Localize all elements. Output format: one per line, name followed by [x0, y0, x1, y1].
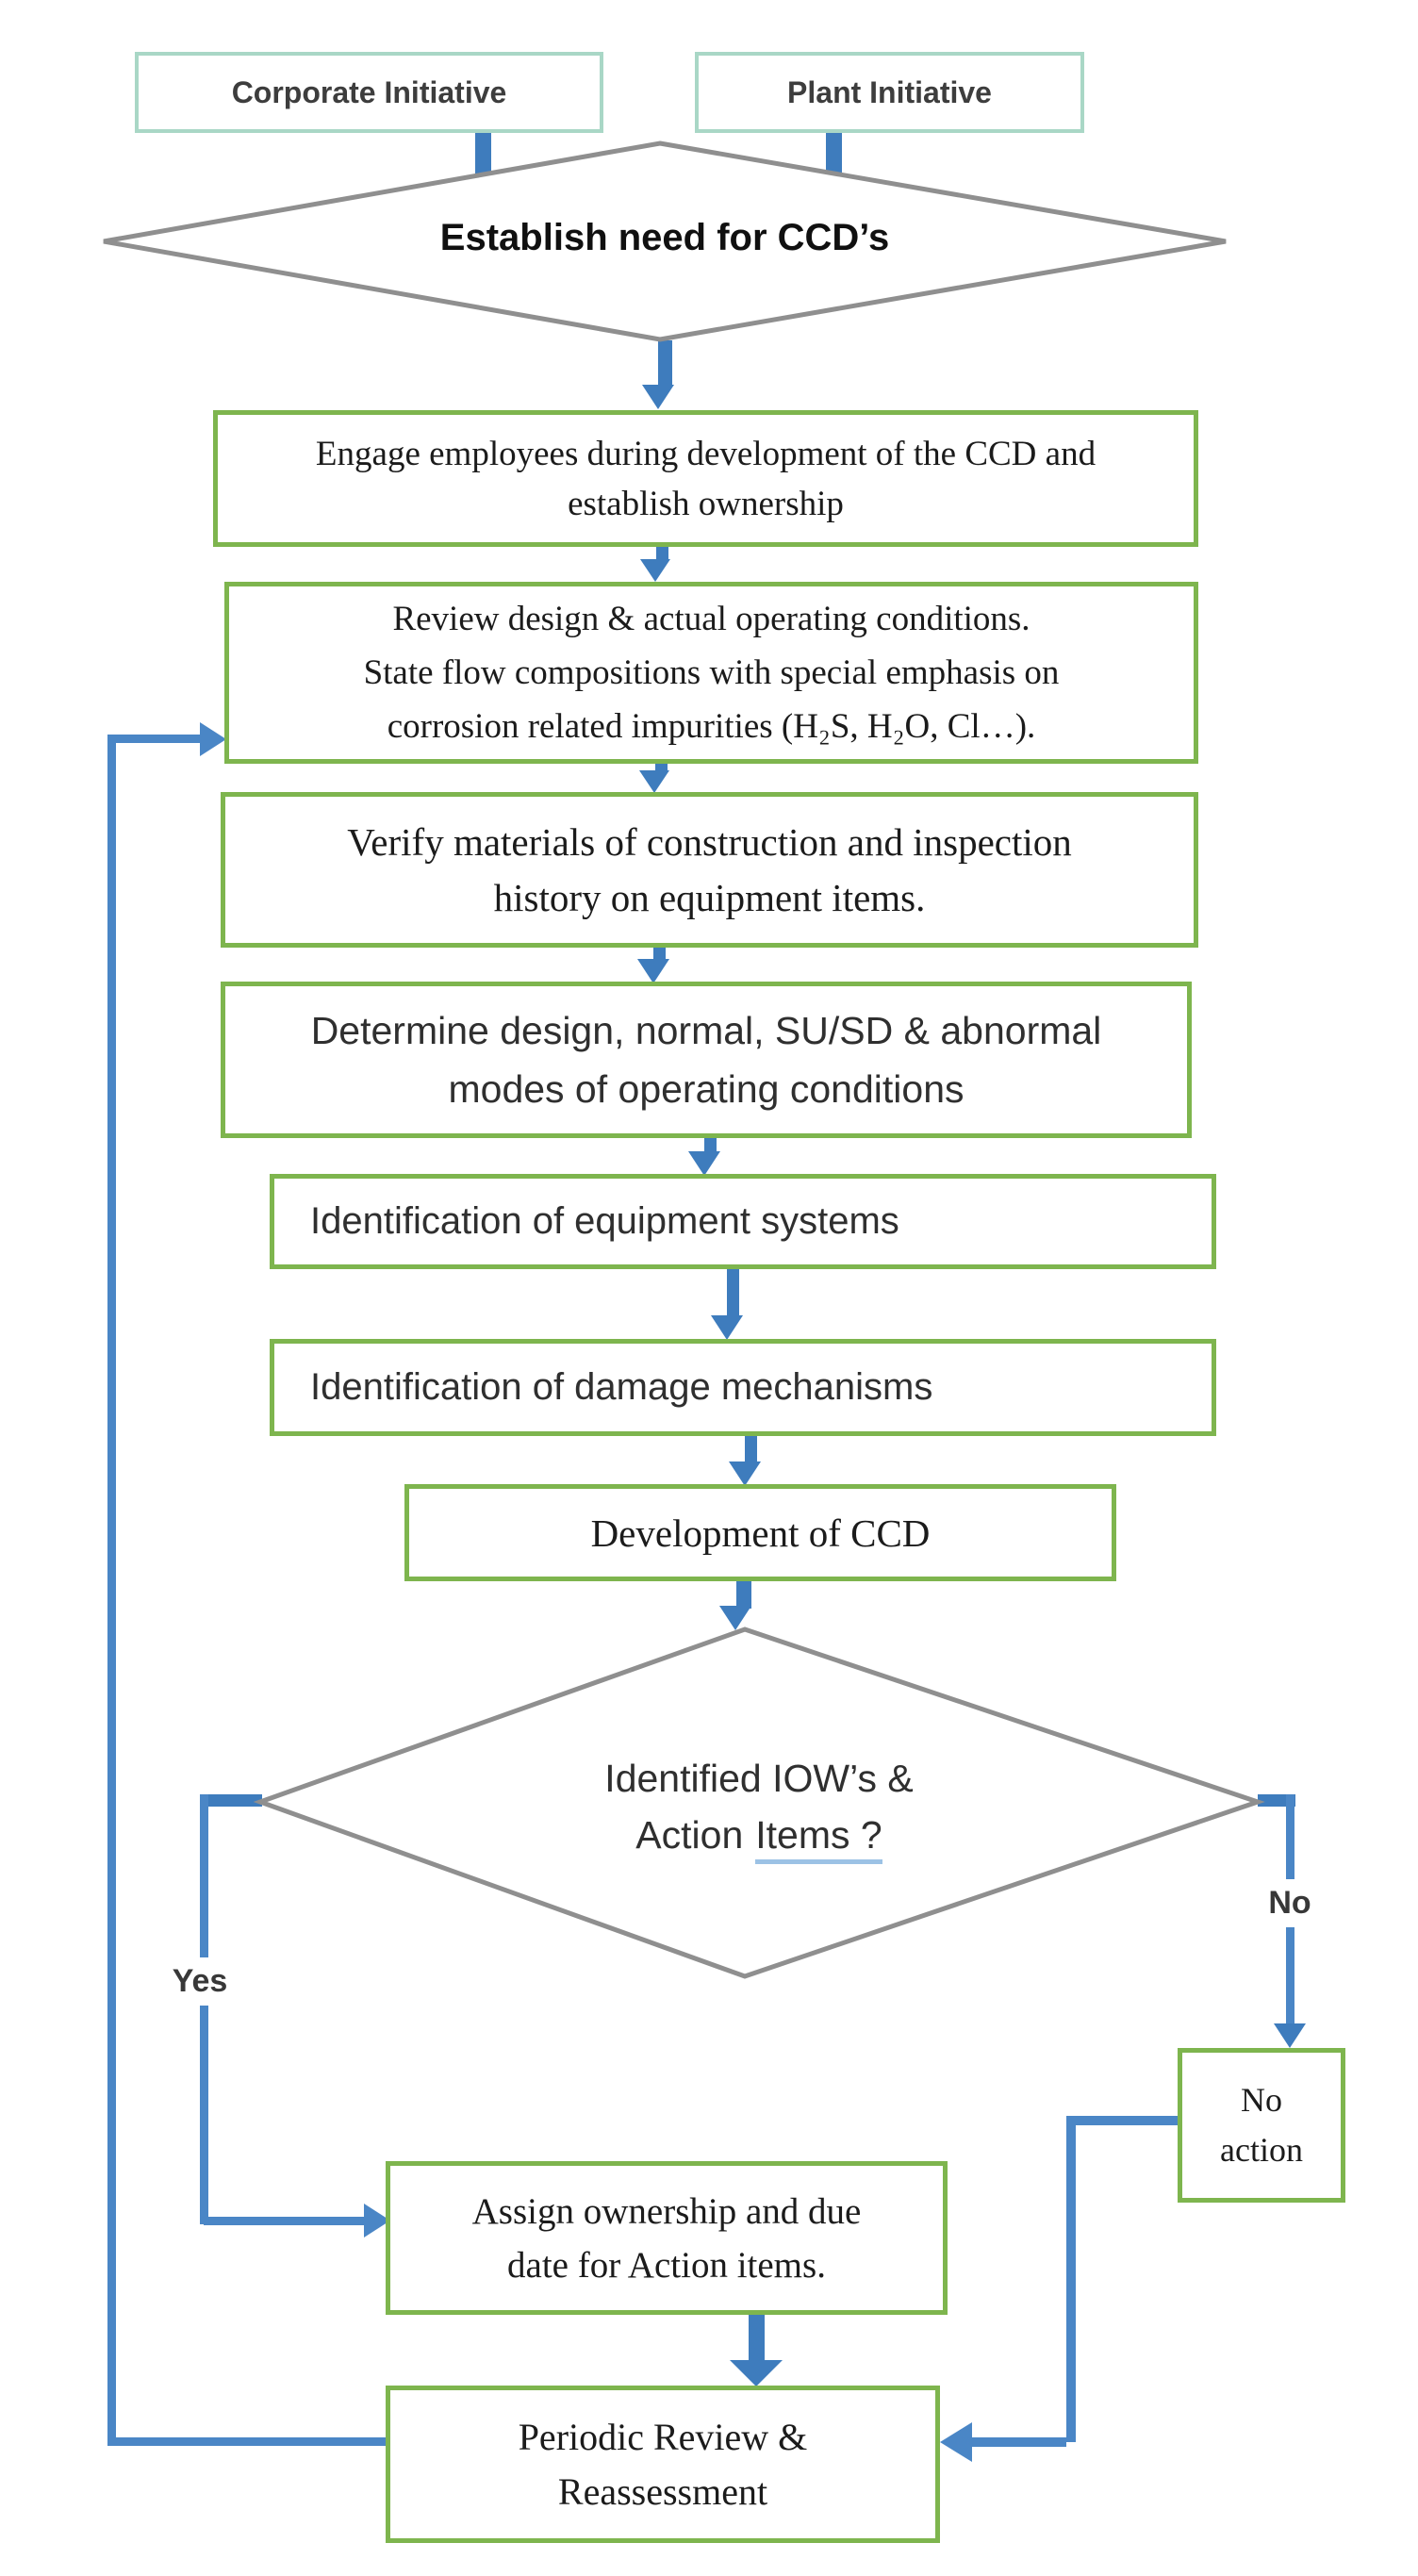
feedback-arrowhead-icon [200, 722, 226, 756]
node-label: Plant Initiative [787, 74, 992, 109]
no-arrowhead-icon [1274, 2023, 1306, 2048]
node-label: Development of CCD [590, 1511, 931, 1555]
node-label: Corporate Initiative [231, 74, 507, 109]
decision-establish-need-label: Establish need for CCD’s [439, 217, 890, 258]
no-action-arrowhead-icon [940, 2422, 972, 2462]
node-assign-ownership [386, 2161, 948, 2315]
node-label-line: No [1241, 2081, 1282, 2119]
node-label-line: State flow compositions with special emphasis on [363, 653, 1060, 692]
node-development-of-ccd [404, 1484, 1116, 1581]
node-label-line: corrosion related impurities (H₂S, H₂O, Cl…). [387, 707, 1036, 746]
node-no-action [1178, 2048, 1345, 2203]
node-label-line: Periodic Review & [518, 2415, 808, 2458]
no-action-line-horizontal [1066, 2116, 1178, 2125]
arrow-shaft [749, 2315, 765, 2363]
node-review-design [224, 582, 1198, 764]
arrow-down-icon [688, 1151, 720, 1176]
decision-identified-iows-label [251, 1750, 1267, 1863]
arrow-down-icon [637, 959, 669, 983]
node-label: Identification of equipment systems [310, 1200, 899, 1242]
node-label-line: action [1220, 2131, 1303, 2169]
no-action-line-to-periodic [971, 2437, 1066, 2447]
decision-label-line2-plain: Action [635, 1813, 744, 1857]
arrow-down-icon [640, 559, 670, 582]
node-label: Identification of damage mechanisms [310, 1366, 933, 1408]
node-label-line: date for Action items. [507, 2244, 826, 2286]
yes-branch-line-horizontal [204, 2217, 368, 2225]
decision-label-line2-underlined: Items ? [755, 1813, 882, 1864]
node-label-line: Review design & actual operating conditions. [392, 600, 1031, 638]
no-action-line-vertical [1066, 2116, 1076, 2442]
node-label-line: Assign ownership and due [471, 2190, 862, 2232]
node-label-line: Verify materials of construction and inspection [347, 819, 1072, 864]
node-corporate-initiative [135, 52, 603, 133]
no-edge-label: No [1248, 1879, 1331, 1927]
node-label-line: history on equipment items. [493, 875, 926, 919]
node-identify-equipment-systems [270, 1174, 1216, 1269]
arrow-shaft [727, 1269, 739, 1318]
decision-label-line2 [251, 1807, 1267, 1863]
arrow-down-icon [639, 770, 669, 793]
node-periodic-review [386, 2386, 940, 2543]
arrow-down-icon [730, 2360, 783, 2386]
node-label-line: Determine design, normal, SU/SD & abnormal [310, 1009, 1102, 1052]
node-engage-employees [213, 410, 1198, 547]
node-label-line: Reassessment [557, 2469, 768, 2513]
arrow-down-icon [711, 1315, 743, 1340]
feedback-line-bottom [107, 2437, 390, 2446]
arrow-down-icon [642, 385, 674, 409]
yes-edge-label: Yes [158, 1957, 241, 2006]
arrow-shaft [736, 1581, 751, 1609]
feedback-line-vertical [107, 735, 116, 2446]
decision-label-line1: Identified IOW’s & [604, 1757, 914, 1800]
node-identify-damage-mechanisms [270, 1339, 1216, 1436]
node-determine-modes [221, 982, 1192, 1138]
node-label-line: Engage employees during development of the CCD and [315, 434, 1096, 473]
node-plant-initiative [695, 52, 1084, 133]
feedback-line-top [107, 735, 204, 743]
node-label-line: establish ownership [568, 484, 844, 523]
node-verify-materials [221, 792, 1198, 948]
yes-branch-line-vertical [200, 1794, 208, 2224]
node-label-line: modes of operating conditions [448, 1067, 965, 1111]
arrow-shaft [745, 1436, 757, 1464]
arrow-down-icon [729, 1461, 761, 1486]
